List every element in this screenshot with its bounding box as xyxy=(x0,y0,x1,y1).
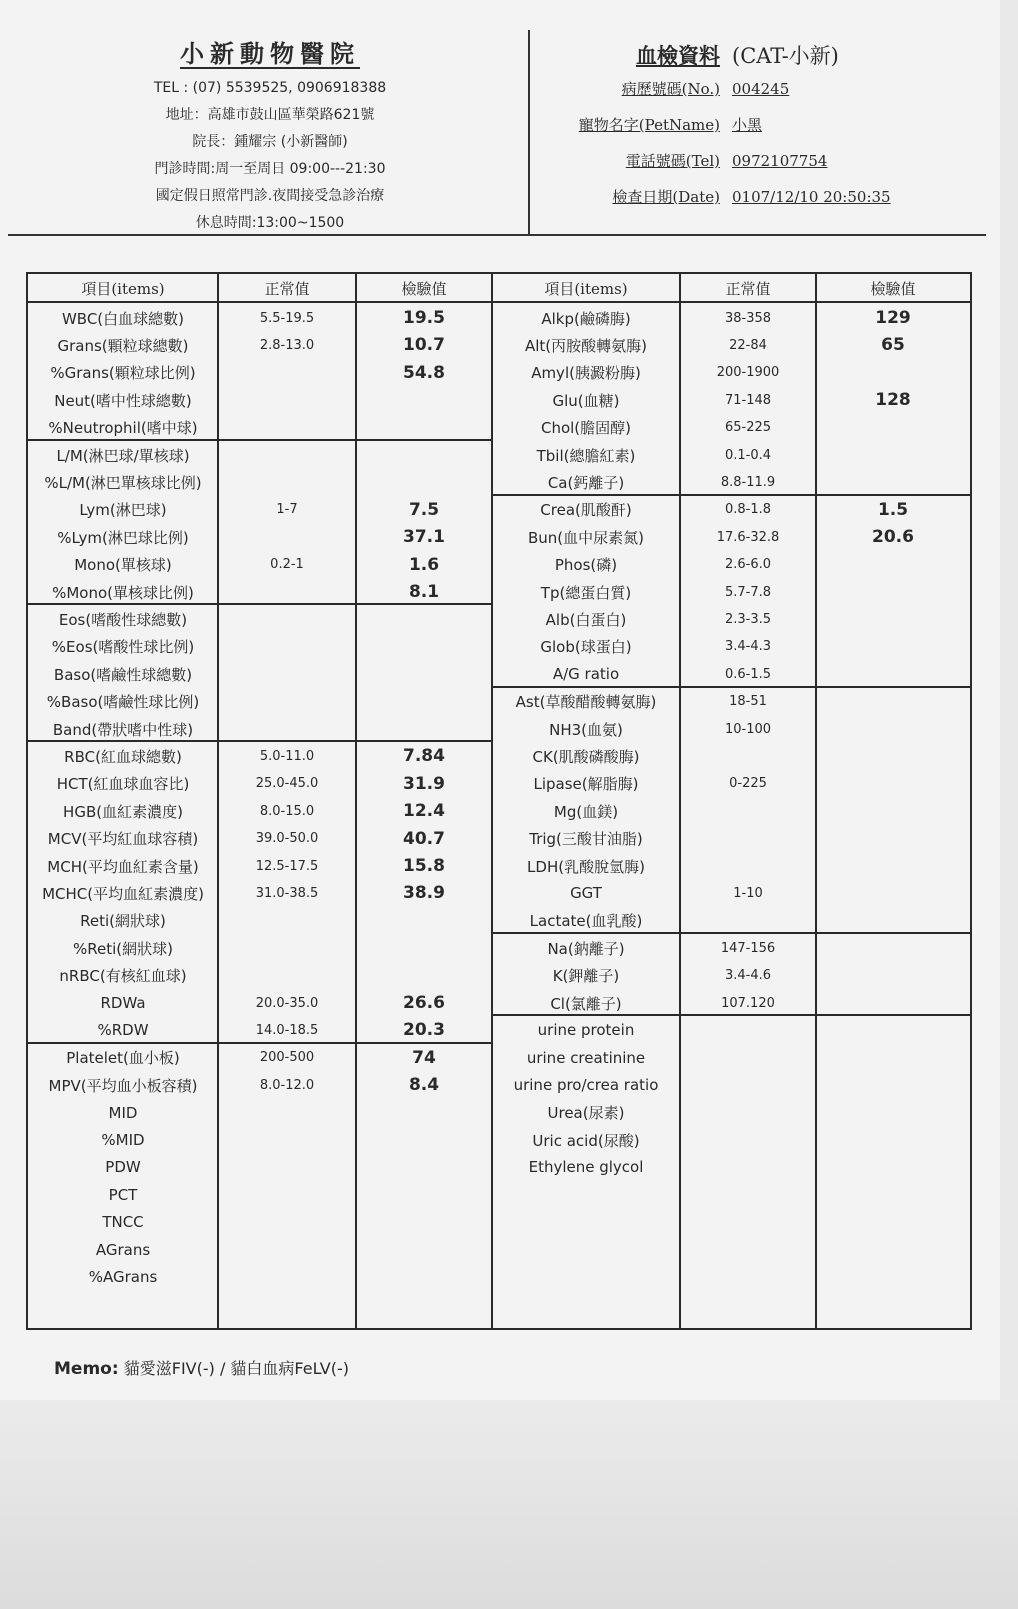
left-row-item: Eos(嗜酸性球總數) xyxy=(58,610,188,629)
right-row-normal: 147-156 xyxy=(720,940,776,956)
right-row-item: Tbil(總膽紅素) xyxy=(536,446,636,465)
left-row-item: %RDW xyxy=(97,1021,149,1040)
clinic-director: 院長：鍾耀宗 (小新醫師) xyxy=(192,134,348,150)
right-row-normal: 107.120 xyxy=(721,995,775,1011)
right-row-value xyxy=(816,1099,970,1127)
left-row-value xyxy=(356,1236,492,1264)
left-row-value xyxy=(356,1263,492,1291)
right-row-normal xyxy=(680,907,816,935)
left-row-value xyxy=(356,715,492,743)
right-row-value xyxy=(816,551,970,579)
right-row-value xyxy=(816,825,970,853)
left-row-normal xyxy=(218,1208,356,1236)
right-row-value xyxy=(816,414,970,442)
left-row-value: 1.6 xyxy=(408,554,440,575)
left-row-normal xyxy=(218,386,356,414)
right-row-item: GGT xyxy=(570,884,602,903)
left-row-item: %Lym(淋巴球比例) xyxy=(57,528,189,547)
right-row-item: Chol(膽固醇) xyxy=(540,419,632,438)
info-row xyxy=(560,150,980,186)
right-row-item: urine protein xyxy=(537,1021,635,1040)
left-row-normal: 1-7 xyxy=(276,502,298,518)
right-row-value xyxy=(816,359,970,387)
left-row-value xyxy=(356,468,492,496)
right-row-item: K(鉀離子) xyxy=(552,967,620,986)
right-row-item: A/G ratio xyxy=(552,665,620,684)
left-row-normal xyxy=(218,1099,356,1127)
left-row-item: nRBC(有核紅血球) xyxy=(59,967,187,986)
right-row-normal: 1-10 xyxy=(733,885,763,901)
info-row xyxy=(560,78,980,114)
left-row-item: HCT(紅血球血容比) xyxy=(56,775,190,794)
left-row-value xyxy=(356,1181,492,1209)
right-row-item: Alkp(鹼磷脢) xyxy=(541,309,631,328)
right-row-value xyxy=(816,1016,970,1044)
left-row-normal xyxy=(218,605,356,633)
left-row-value: 12.4 xyxy=(403,801,445,822)
info-row xyxy=(560,114,980,150)
left-row-normal xyxy=(218,1236,356,1264)
report-species: (CAT-小新) xyxy=(732,44,839,68)
right-row-value xyxy=(816,989,970,1017)
right-row-value xyxy=(816,797,970,825)
left-row-item: PDW xyxy=(105,1158,141,1177)
right-row-item: Glu(血糖) xyxy=(552,391,620,410)
left-row-value xyxy=(356,441,492,469)
right-row-normal: 5.7-7.8 xyxy=(724,584,772,600)
clinic-rest: 休息時間:13:00~1500 xyxy=(195,215,345,231)
left-row-normal xyxy=(218,688,356,716)
info-label: 檢查日期(Date) xyxy=(612,188,720,206)
left-row-normal xyxy=(218,962,356,990)
right-row-value: 128 xyxy=(875,390,911,411)
results-table xyxy=(26,272,972,1330)
right-row-item: Alt(丙胺酸轉氨脢) xyxy=(524,336,647,355)
left-row-normal: 5.5-19.5 xyxy=(259,310,315,326)
right-row-item: Uric acid(尿酸) xyxy=(532,1131,640,1150)
left-row-value: 10.7 xyxy=(403,335,445,356)
left-row-normal xyxy=(218,578,356,606)
header-item: 項目(items) xyxy=(544,279,628,298)
left-row-normal xyxy=(218,934,356,962)
left-row-value xyxy=(356,633,492,661)
right-row-value xyxy=(816,605,970,633)
left-row-value xyxy=(356,1153,492,1181)
right-row-item: NH3(血氨) xyxy=(549,720,623,739)
right-row-value: 20.6 xyxy=(872,527,914,548)
left-row-item: %AGrans xyxy=(88,1268,158,1286)
left-row-item: %L/M(淋巴單核球比例) xyxy=(44,473,202,492)
right-row-normal: 0-225 xyxy=(729,776,767,792)
memo-text: 貓愛滋FIV(-) / 貓白血病FeLV(-) xyxy=(123,1359,349,1378)
left-row-value: 40.7 xyxy=(403,828,445,849)
left-row-normal: 39.0-50.0 xyxy=(255,831,319,847)
right-row-value: 129 xyxy=(875,308,911,328)
right-row-item: LDH(乳酸脫氫脢) xyxy=(527,857,645,876)
right-row-normal: 0.1-0.4 xyxy=(724,447,772,463)
left-row-value xyxy=(356,688,492,716)
right-row-value xyxy=(816,660,970,688)
right-row-value xyxy=(816,441,970,469)
left-row-normal xyxy=(218,633,356,661)
right-row-value xyxy=(816,1153,970,1181)
left-row-item: Band(帶狀嗜中性球) xyxy=(52,720,194,739)
left-row-normal xyxy=(218,1153,356,1181)
right-row-value xyxy=(816,1044,970,1072)
left-row-value: 37.1 xyxy=(403,527,445,548)
memo-label: Memo: xyxy=(54,1359,119,1379)
clinic-hours: 門診時間:周一至周日 09:00---21:30 xyxy=(154,161,386,177)
left-row-normal: 5.0-11.0 xyxy=(259,748,315,764)
left-row-normal xyxy=(218,1126,356,1154)
right-row-normal xyxy=(680,1153,816,1181)
right-row-value xyxy=(816,1071,970,1099)
left-row-normal xyxy=(218,441,356,469)
left-row-normal xyxy=(218,660,356,688)
left-row-item: MCH(平均血紅素含量) xyxy=(47,857,199,876)
left-row-value: 20.3 xyxy=(403,1020,445,1041)
right-row-value xyxy=(816,852,970,880)
left-row-value xyxy=(356,962,492,990)
left-row-item: Mono(單核球) xyxy=(74,556,172,575)
right-row-item: Tp(總蛋白質) xyxy=(540,583,632,602)
right-row-item: CK(肌酸磷酸脢) xyxy=(532,747,640,766)
report-info xyxy=(560,40,980,222)
left-row-item: Baso(嗜鹼性球總數) xyxy=(53,665,193,684)
right-row-normal: 0.8-1.8 xyxy=(724,502,772,518)
left-row-value: 15.8 xyxy=(403,856,445,876)
left-row-value: 54.8 xyxy=(403,362,445,383)
info-value: 小黑 xyxy=(732,116,763,134)
left-row-value xyxy=(356,907,492,935)
right-row-value xyxy=(816,688,970,716)
page-background xyxy=(0,1400,1018,1609)
right-row-value xyxy=(816,742,970,770)
left-row-normal: 25.0-45.0 xyxy=(255,776,319,792)
right-row-item: Crea(肌酸酐) xyxy=(540,501,632,520)
right-row-normal xyxy=(680,852,816,880)
right-row-normal: 2.6-6.0 xyxy=(724,557,772,573)
right-row-normal: 22-84 xyxy=(729,337,767,353)
left-row-item: RBC(紅血球總數) xyxy=(64,747,182,766)
header-value: 檢驗值 xyxy=(870,279,916,298)
header-value: 檢驗值 xyxy=(401,279,447,298)
right-row-value xyxy=(816,1126,970,1154)
right-row-item: Ethylene glycol xyxy=(528,1158,644,1177)
left-row-value xyxy=(356,660,492,688)
right-row-normal: 8.8-11.9 xyxy=(720,474,776,490)
left-row-item: MID xyxy=(108,1103,138,1122)
right-row-normal: 71-148 xyxy=(724,392,772,408)
right-row-value xyxy=(816,633,970,661)
info-label: 寵物名字(PetName) xyxy=(578,116,720,134)
left-row-normal: 14.0-18.5 xyxy=(255,1022,319,1038)
left-row-item: Grans(顆粒球總數) xyxy=(57,336,189,355)
left-row-value xyxy=(356,386,492,414)
right-row-item: urine creatinine xyxy=(526,1048,646,1067)
right-row-item: Lactate(血乳酸) xyxy=(529,912,643,931)
left-row-value: 31.9 xyxy=(403,773,445,794)
header-normal: 正常值 xyxy=(264,279,310,298)
right-row-normal: 65-225 xyxy=(724,420,772,436)
left-row-item: %Reti(網狀球) xyxy=(73,939,173,958)
right-row-normal: 10-100 xyxy=(724,721,772,737)
left-row-normal: 200-500 xyxy=(259,1050,315,1066)
left-row-item: PCT xyxy=(108,1185,138,1204)
header-normal: 正常值 xyxy=(725,279,771,298)
right-row-item: Ast(草酸醋酸轉氨脢) xyxy=(515,693,657,712)
left-row-item: %MID xyxy=(101,1131,145,1149)
right-row-value: 1.5 xyxy=(877,499,909,520)
right-row-normal xyxy=(680,1099,816,1127)
right-row-value xyxy=(816,879,970,907)
left-row-item: %Neutrophil(嗜中球) xyxy=(48,419,198,438)
right-row-item: Alb(白蛋白) xyxy=(545,610,627,629)
right-row-normal: 18-51 xyxy=(729,694,767,710)
left-row-normal xyxy=(218,1181,356,1209)
right-row-item: Urea(尿素) xyxy=(547,1104,625,1123)
left-row-item: MPV(平均血小板容積) xyxy=(48,1076,198,1095)
left-row-normal xyxy=(218,907,356,935)
left-row-normal: 0.2-1 xyxy=(270,557,304,573)
left-row-item: RDWa xyxy=(100,994,146,1012)
left-row-item: Reti(網狀球) xyxy=(80,912,166,931)
left-row-value: 8.4 xyxy=(408,1075,440,1096)
right-row-item: urine pro/crea ratio xyxy=(513,1076,659,1095)
left-row-item: %Eos(嗜酸性球比例) xyxy=(51,638,195,657)
left-row-item: AGrans xyxy=(95,1240,151,1259)
left-row-normal xyxy=(218,1263,356,1291)
left-row-item: Neut(嗜中性球總數) xyxy=(54,391,192,410)
left-row-item: MCHC(平均血紅素濃度) xyxy=(42,884,204,903)
left-row-normal: 2.8-13.0 xyxy=(259,337,315,353)
left-row-value xyxy=(356,1126,492,1154)
left-row-item: HGB(血紅素濃度) xyxy=(63,802,183,821)
left-row-item: TNCC xyxy=(102,1213,144,1232)
left-row-item: Platelet(血小板) xyxy=(66,1049,180,1068)
clinic-tel: TEL : (07) 5539525, 0906918388 xyxy=(153,80,387,96)
left-row-value: 7.84 xyxy=(403,746,445,767)
right-row-normal: 0.6-1.5 xyxy=(724,666,772,682)
right-row-value xyxy=(816,907,970,935)
right-row-item: Na(鈉離子) xyxy=(547,939,625,958)
right-row-normal xyxy=(680,825,816,853)
left-row-item: L/M(淋巴球/單核球) xyxy=(56,446,190,465)
right-row-normal xyxy=(680,1044,816,1072)
info-label: 電話號碼(Tel) xyxy=(625,152,720,170)
right-row-value xyxy=(816,468,970,496)
left-row-item: %Baso(嗜鹼性球比例) xyxy=(46,693,200,712)
right-row-normal xyxy=(680,742,816,770)
left-row-normal xyxy=(218,359,356,387)
right-row-item: Trig(三酸甘油脂) xyxy=(529,830,643,849)
left-row-value xyxy=(356,1208,492,1236)
left-row-value: 74 xyxy=(412,1047,436,1068)
left-row-value: 38.9 xyxy=(403,883,445,904)
left-row-value xyxy=(356,934,492,962)
header-divider xyxy=(528,30,530,235)
right-row-value xyxy=(816,770,970,798)
clinic-header xyxy=(120,34,420,237)
header-item: 項目(items) xyxy=(81,279,165,298)
right-row-value xyxy=(816,962,970,990)
right-row-normal: 2.3-3.5 xyxy=(724,611,772,627)
left-row-normal: 20.0-35.0 xyxy=(255,995,319,1011)
left-row-item: MCV(平均紅血球容積) xyxy=(47,830,199,849)
left-row-normal xyxy=(218,523,356,551)
right-row-item: Mg(血鎂) xyxy=(553,802,619,821)
left-row-item: %Mono(單核球比例) xyxy=(52,583,194,602)
right-row-normal: 200-1900 xyxy=(716,365,780,381)
left-row-normal: 12.5-17.5 xyxy=(255,858,319,874)
right-row-value: 65 xyxy=(881,335,905,356)
right-row-normal xyxy=(680,797,816,825)
info-row xyxy=(560,186,980,222)
left-row-normal xyxy=(218,468,356,496)
right-row-normal xyxy=(680,1126,816,1154)
clinic-holiday: 國定假日照常門診.夜間接受急診治療 xyxy=(155,188,385,204)
left-row-normal: 8.0-15.0 xyxy=(259,803,315,819)
info-value: 0972107754 xyxy=(732,152,828,170)
info-value: 0107/12/10 20:50:35 xyxy=(732,188,891,206)
left-row-normal: 8.0-12.0 xyxy=(259,1077,315,1093)
clinic-address: 地址：高雄市鼓山區華榮路621號 xyxy=(165,107,375,123)
left-row-value: 19.5 xyxy=(403,308,445,328)
left-row-value xyxy=(356,605,492,633)
left-row-item: %Grans(顆粒球比例) xyxy=(50,364,196,383)
memo xyxy=(54,1356,349,1379)
right-row-value xyxy=(816,578,970,606)
right-row-item: Bun(血中尿素氮) xyxy=(527,528,644,547)
left-row-normal xyxy=(218,715,356,743)
right-row-value xyxy=(816,715,970,743)
left-row-value: 8.1 xyxy=(408,582,440,602)
left-row-value xyxy=(356,1099,492,1127)
left-row-normal: 31.0-38.5 xyxy=(255,885,319,901)
info-value: 004245 xyxy=(732,80,790,98)
right-row-normal xyxy=(680,1016,816,1044)
left-row-normal xyxy=(218,414,356,442)
right-row-normal: 3.4-4.3 xyxy=(724,639,772,655)
info-label: 病歷號碼(No.) xyxy=(621,80,720,98)
right-row-normal xyxy=(680,1071,816,1099)
clinic-name: 小新動物醫院 xyxy=(180,39,360,68)
left-row-item: Lym(淋巴球) xyxy=(79,501,167,520)
right-row-item: Ca(鈣離子) xyxy=(547,473,625,492)
left-row-item: WBC(白血球總數) xyxy=(61,309,185,328)
left-row-value: 7.5 xyxy=(408,499,440,520)
header-rule xyxy=(8,234,986,236)
report-title: 血檢資料 xyxy=(636,43,720,68)
right-row-normal: 17.6-32.8 xyxy=(716,529,780,545)
right-row-item: Lipase(解脂脢) xyxy=(533,775,639,794)
right-row-item: Amyl(胰澱粉脢) xyxy=(531,364,641,383)
right-row-item: Glob(球蛋白) xyxy=(540,638,632,657)
left-row-value xyxy=(356,414,492,442)
right-row-item: Cl(氯離子) xyxy=(550,994,622,1013)
right-row-normal: 38-358 xyxy=(724,310,772,326)
right-row-value xyxy=(816,934,970,962)
left-row-value: 26.6 xyxy=(403,993,445,1013)
right-row-item: Phos(磷) xyxy=(554,556,618,575)
right-row-normal: 3.4-4.6 xyxy=(724,968,772,984)
